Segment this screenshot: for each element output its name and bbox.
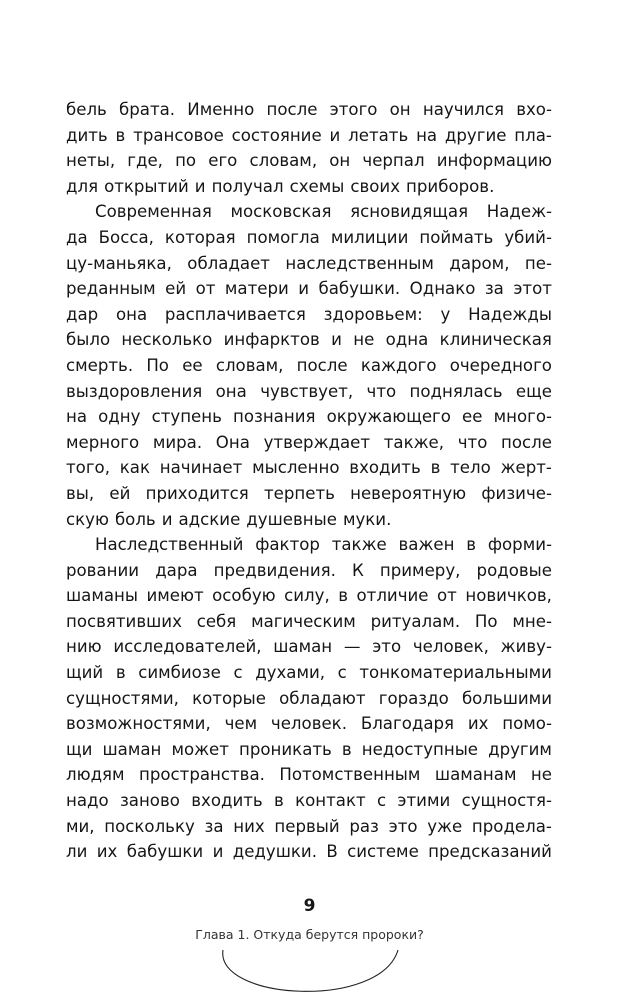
text-line: того, как начинает мысленно входить в тело жерт- <box>66 458 552 478</box>
text-line: дар она расплачивается здоровьем: у Надежды <box>66 304 552 324</box>
text-line: щи шаман может проникать в недоступные другим <box>66 739 552 759</box>
text-line: реданным ей от матери и бабушки. Однако за этот <box>66 279 552 299</box>
text-line: вы, ей приходится терпеть невероятную физиче- <box>66 483 552 503</box>
text-line: бель брата. Именно после этого он научился вхо- <box>66 100 552 119</box>
text-line: надо заново входить в контакт с этими сущностя- <box>66 791 552 811</box>
text-line: смерть. По ее словам, после каждого очередного <box>66 355 552 375</box>
text-line: шаманы имеют особую силу, в отличие от новичков, <box>66 586 552 606</box>
text-line: людям пространства. Потомственным шаманам не <box>66 765 552 785</box>
text-line: скую боль и адские душевные муки. <box>66 509 392 529</box>
text-line: посвятивших себя магическим ритуалам. По мне- <box>66 611 552 631</box>
text-line: цу-маньяка, обладает наследственным даром, пе- <box>66 253 552 273</box>
text-line: неты, где, по его словам, он черпал информацию <box>66 151 552 171</box>
text-line: ровании дара предвидения. К примеру, родовые <box>66 560 552 580</box>
running-footer-chapter-title: Глава 1. Откуда берутся пророки? <box>195 927 424 942</box>
text-line: да Босса, которая помогла милиции поймать убий- <box>66 227 552 247</box>
text-line: ли их бабушки и дедушки. В системе предсказаний <box>66 842 552 862</box>
text-line: было несколько инфарктов и не одна клиническая <box>66 330 552 350</box>
text-line: щий в симбиозе с духами, с тонкоматериальными <box>66 663 552 683</box>
text-line: ми, поскольку за них первый раз это уже продела- <box>66 816 552 836</box>
body-text <box>66 97 552 865</box>
text-line: возможностями, чем человек. Благодаря их помо- <box>66 714 552 734</box>
text-line: выздоровления она чувствует, что поднялась еще <box>66 381 552 401</box>
text-line: дить в трансовое состояние и летать на другие пла- <box>66 125 552 145</box>
text-line: для открытий и получал схемы своих приборов. <box>66 176 495 196</box>
text-line: на одну ступень познания окружающего ее много- <box>66 407 552 427</box>
text-line: сущностями, которые обладают гораздо большими <box>66 688 552 708</box>
text-line: Наследственный фактор также важен в форми- <box>95 535 552 555</box>
text-line: мерного мира. Она утверждает также, что после <box>66 432 552 452</box>
text-line: нию исследователей, шаман — это человек, живу- <box>66 637 552 657</box>
page-number: 9 <box>303 896 316 916</box>
text-line: Современная московская ясновидящая Надеж- <box>95 202 552 222</box>
